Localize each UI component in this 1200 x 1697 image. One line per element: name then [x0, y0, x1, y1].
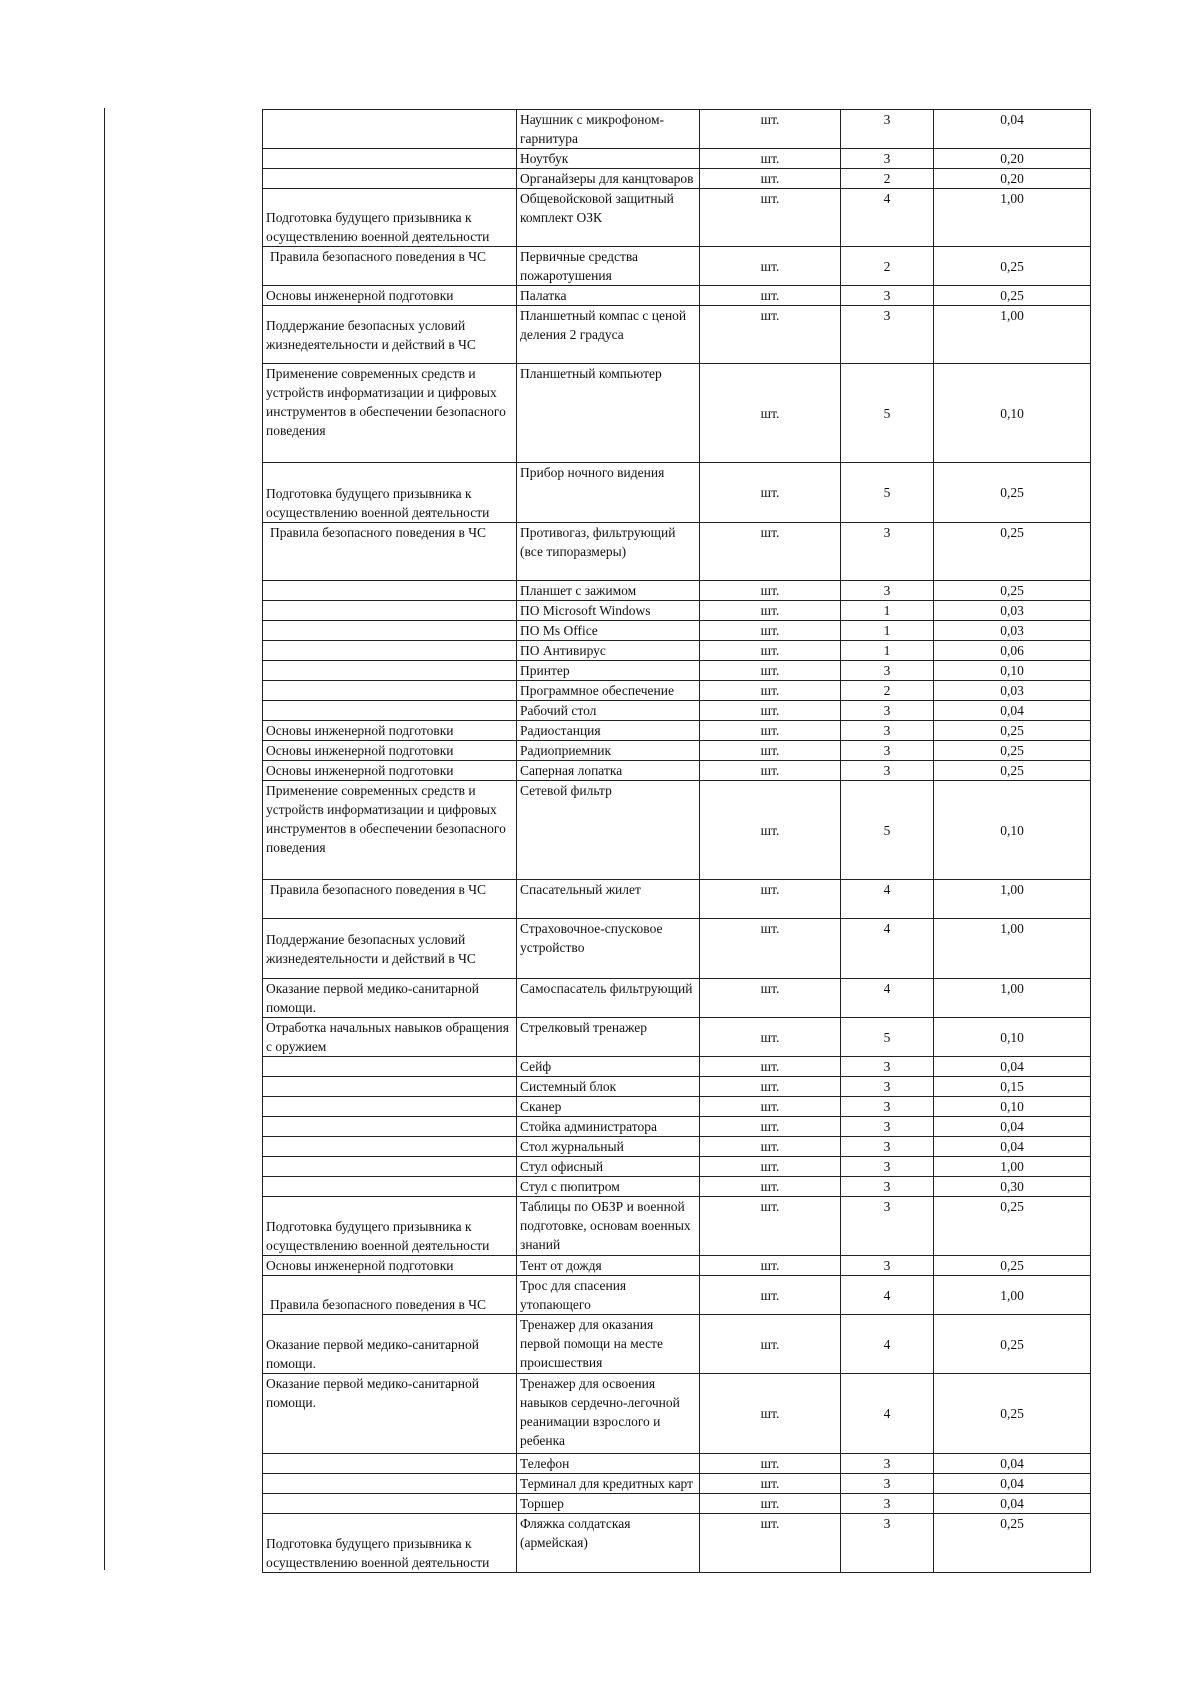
unit-cell: шт.: [700, 979, 841, 1018]
unit-cell: шт.: [700, 169, 841, 189]
table-row: [263, 621, 1091, 641]
left-margin-rule: [104, 108, 105, 1570]
item-cell: ПО Ms Office: [517, 621, 700, 641]
quantity-cell: 3: [841, 741, 934, 761]
table-row: [263, 979, 1091, 1018]
norm-cell: 0,04: [934, 1057, 1091, 1077]
table-row: [263, 781, 1091, 880]
section-cell: Подготовка будущего призывника к осуществлению военной деятельности: [263, 1197, 517, 1256]
section-cell: [263, 641, 517, 661]
table-row: [263, 169, 1091, 189]
item-cell: Рабочий стол: [517, 701, 700, 721]
table-row: [263, 1256, 1091, 1276]
section-cell: [263, 1057, 517, 1077]
quantity-cell: 3: [841, 1097, 934, 1117]
table-row: [263, 1276, 1091, 1315]
quantity-cell: 4: [841, 979, 934, 1018]
item-cell: Тент от дождя: [517, 1256, 700, 1276]
norm-cell: 1,00: [934, 1276, 1091, 1315]
unit-cell: шт.: [700, 1057, 841, 1077]
section-cell: Правила безопасного поведения в ЧС: [263, 880, 517, 919]
unit-cell: шт.: [700, 286, 841, 306]
section-cell: Основы инженерной подготовки: [263, 721, 517, 741]
equipment-table: [262, 109, 1091, 1573]
table-row: [263, 581, 1091, 601]
table-row: [263, 681, 1091, 701]
section-cell: [263, 169, 517, 189]
quantity-cell: 3: [841, 1137, 934, 1157]
section-cell: [263, 661, 517, 681]
table-row: [263, 641, 1091, 661]
norm-cell: 0,04: [934, 1474, 1091, 1494]
norm-cell: 0,25: [934, 1374, 1091, 1454]
unit-cell: шт.: [700, 1454, 841, 1474]
quantity-cell: 3: [841, 701, 934, 721]
section-cell: Основы инженерной подготовки: [263, 761, 517, 781]
section-cell: [263, 581, 517, 601]
item-cell: Радиостанция: [517, 721, 700, 741]
item-cell: Принтер: [517, 661, 700, 681]
section-cell: Поддержание безопасных условий жизнедеятельности и действий в ЧС: [263, 306, 517, 364]
norm-cell: 0,25: [934, 721, 1091, 741]
quantity-cell: 4: [841, 919, 934, 979]
norm-cell: 0,20: [934, 149, 1091, 169]
norm-cell: 0,04: [934, 1494, 1091, 1514]
table-row: [263, 1474, 1091, 1494]
unit-cell: шт.: [700, 641, 841, 661]
section-cell: [263, 1117, 517, 1137]
item-cell: Органайзеры для канцтоваров: [517, 169, 700, 189]
unit-cell: шт.: [700, 761, 841, 781]
item-cell: Тренажер для освоения навыков сердечно-легочной реанимации взрослого и ребенка: [517, 1374, 700, 1454]
item-cell: Программное обеспечение: [517, 681, 700, 701]
section-cell: Подготовка будущего призывника к осуществлению военной деятельности: [263, 463, 517, 523]
norm-cell: 0,25: [934, 247, 1091, 286]
table-row: [263, 701, 1091, 721]
quantity-cell: 3: [841, 1077, 934, 1097]
quantity-cell: 1: [841, 621, 934, 641]
table-row: [263, 286, 1091, 306]
unit-cell: шт.: [700, 1474, 841, 1494]
table-row: [263, 1117, 1091, 1137]
item-cell: Сетевой фильтр: [517, 781, 700, 880]
quantity-cell: 3: [841, 110, 934, 149]
norm-cell: 0,10: [934, 661, 1091, 681]
section-cell: Применение современных средств и устройств информатизации и цифровых инструментов в обеспечении безопасного поведения: [263, 364, 517, 463]
item-cell: ПО Антивирус: [517, 641, 700, 661]
quantity-cell: 3: [841, 1057, 934, 1077]
unit-cell: шт.: [700, 1276, 841, 1315]
table-row: [263, 1197, 1091, 1256]
table-row: [263, 1137, 1091, 1157]
norm-cell: 0,25: [934, 761, 1091, 781]
quantity-cell: 2: [841, 681, 934, 701]
unit-cell: шт.: [700, 1315, 841, 1374]
item-cell: Сканер: [517, 1097, 700, 1117]
table-row: [263, 1454, 1091, 1474]
equipment-table-body: [263, 110, 1091, 1573]
norm-cell: 0,15: [934, 1077, 1091, 1097]
quantity-cell: 3: [841, 761, 934, 781]
section-cell: [263, 621, 517, 641]
norm-cell: 0,25: [934, 523, 1091, 581]
norm-cell: 0,20: [934, 169, 1091, 189]
quantity-cell: 2: [841, 169, 934, 189]
quantity-cell: 3: [841, 306, 934, 364]
unit-cell: шт.: [700, 880, 841, 919]
quantity-cell: 4: [841, 880, 934, 919]
item-cell: ПО Microsoft Windows: [517, 601, 700, 621]
norm-cell: 0,10: [934, 364, 1091, 463]
item-cell: Стол журнальный: [517, 1137, 700, 1157]
unit-cell: шт.: [700, 1137, 841, 1157]
section-cell: [263, 701, 517, 721]
quantity-cell: 5: [841, 1018, 934, 1057]
norm-cell: 0,25: [934, 463, 1091, 523]
quantity-cell: 1: [841, 601, 934, 621]
quantity-cell: 5: [841, 364, 934, 463]
quantity-cell: 3: [841, 581, 934, 601]
item-cell: Саперная лопатка: [517, 761, 700, 781]
section-cell: [263, 1474, 517, 1494]
section-cell: Правила безопасного поведения в ЧС: [263, 523, 517, 581]
section-cell: Правила безопасного поведения в ЧС: [263, 1276, 517, 1315]
table-row: [263, 1494, 1091, 1514]
table-row: [263, 1018, 1091, 1057]
unit-cell: шт.: [700, 463, 841, 523]
section-cell: Правила безопасного поведения в ЧС: [263, 247, 517, 286]
unit-cell: шт.: [700, 1197, 841, 1256]
norm-cell: 0,03: [934, 681, 1091, 701]
item-cell: Стул офисный: [517, 1157, 700, 1177]
item-cell: Терминал для кредитных карт: [517, 1474, 700, 1494]
norm-cell: 1,00: [934, 1157, 1091, 1177]
norm-cell: 0,04: [934, 1137, 1091, 1157]
item-cell: Радиоприемник: [517, 741, 700, 761]
table-row: [263, 880, 1091, 919]
table-row: [263, 149, 1091, 169]
item-cell: Прибор ночного видения: [517, 463, 700, 523]
quantity-cell: 3: [841, 1514, 934, 1573]
item-cell: Страховочное-спусковое устройство: [517, 919, 700, 979]
unit-cell: шт.: [700, 1157, 841, 1177]
quantity-cell: 3: [841, 1197, 934, 1256]
norm-cell: 0,10: [934, 781, 1091, 880]
section-cell: Подготовка будущего призывника к осуществлению военной деятельности: [263, 189, 517, 247]
section-cell: Основы инженерной подготовки: [263, 286, 517, 306]
table-row: [263, 1097, 1091, 1117]
unit-cell: шт.: [700, 1256, 841, 1276]
norm-cell: 0,25: [934, 286, 1091, 306]
section-cell: Применение современных средств и устройств информатизации и цифровых инструментов в обеспечении безопасного поведения: [263, 781, 517, 880]
unit-cell: шт.: [700, 364, 841, 463]
norm-cell: 0,06: [934, 641, 1091, 661]
item-cell: Телефон: [517, 1454, 700, 1474]
norm-cell: 0,10: [934, 1097, 1091, 1117]
table-row: [263, 741, 1091, 761]
unit-cell: шт.: [700, 189, 841, 247]
item-cell: Спасательный жилет: [517, 880, 700, 919]
unit-cell: шт.: [700, 661, 841, 681]
quantity-cell: 3: [841, 1474, 934, 1494]
table-row: [263, 1157, 1091, 1177]
unit-cell: шт.: [700, 247, 841, 286]
table-row: [263, 1077, 1091, 1097]
norm-cell: 0,03: [934, 621, 1091, 641]
section-cell: Поддержание безопасных условий жизнедеятельности и действий в ЧС: [263, 919, 517, 979]
table-row: [263, 1177, 1091, 1197]
unit-cell: шт.: [700, 149, 841, 169]
table-row: [263, 1514, 1091, 1573]
unit-cell: шт.: [700, 1097, 841, 1117]
table-row: [263, 1315, 1091, 1374]
table-row: [263, 364, 1091, 463]
norm-cell: 0,25: [934, 741, 1091, 761]
item-cell: Наушник с микрофоном-гарнитура: [517, 110, 700, 149]
section-cell: [263, 1177, 517, 1197]
quantity-cell: 3: [841, 1117, 934, 1137]
item-cell: Системный блок: [517, 1077, 700, 1097]
norm-cell: 0,30: [934, 1177, 1091, 1197]
table-row: [263, 189, 1091, 247]
quantity-cell: 3: [841, 523, 934, 581]
unit-cell: шт.: [700, 1117, 841, 1137]
item-cell: Тренажер для оказания первой помощи на месте происшествия: [517, 1315, 700, 1374]
section-cell: Основы инженерной подготовки: [263, 1256, 517, 1276]
item-cell: Стул с пюпитром: [517, 1177, 700, 1197]
table-row: [263, 523, 1091, 581]
item-cell: Планшетный компьютер: [517, 364, 700, 463]
quantity-cell: 2: [841, 247, 934, 286]
norm-cell: 1,00: [934, 306, 1091, 364]
table-row: [263, 110, 1091, 149]
norm-cell: 1,00: [934, 919, 1091, 979]
unit-cell: шт.: [700, 681, 841, 701]
table-row: [263, 247, 1091, 286]
norm-cell: 0,25: [934, 1256, 1091, 1276]
quantity-cell: 4: [841, 1276, 934, 1315]
table-row: [263, 601, 1091, 621]
section-cell: Подготовка будущего призывника к осуществлению военной деятельности: [263, 1514, 517, 1573]
quantity-cell: 3: [841, 1157, 934, 1177]
item-cell: Самоспасатель фильтрующий: [517, 979, 700, 1018]
section-cell: Отработка начальных навыков обращения с оружием: [263, 1018, 517, 1057]
quantity-cell: 3: [841, 661, 934, 681]
quantity-cell: 3: [841, 1256, 934, 1276]
item-cell: Общевойсковой защитный комплект ОЗК: [517, 189, 700, 247]
norm-cell: 0,25: [934, 1514, 1091, 1573]
unit-cell: шт.: [700, 1077, 841, 1097]
item-cell: Торшер: [517, 1494, 700, 1514]
section-cell: [263, 1077, 517, 1097]
section-cell: [263, 110, 517, 149]
unit-cell: шт.: [700, 523, 841, 581]
unit-cell: шт.: [700, 781, 841, 880]
norm-cell: 0,03: [934, 601, 1091, 621]
section-cell: Основы инженерной подготовки: [263, 741, 517, 761]
norm-cell: 0,25: [934, 1197, 1091, 1256]
norm-cell: 1,00: [934, 189, 1091, 247]
norm-cell: 0,04: [934, 701, 1091, 721]
norm-cell: 0,25: [934, 1315, 1091, 1374]
quantity-cell: 5: [841, 781, 934, 880]
item-cell: Планшет с зажимом: [517, 581, 700, 601]
quantity-cell: 3: [841, 1454, 934, 1474]
section-cell: [263, 1157, 517, 1177]
item-cell: Планшетный компас с ценой деления 2 градуса: [517, 306, 700, 364]
table-row: [263, 721, 1091, 741]
section-cell: Оказание первой медико-санитарной помощи.: [263, 1315, 517, 1374]
section-cell: [263, 1494, 517, 1514]
unit-cell: шт.: [700, 581, 841, 601]
unit-cell: шт.: [700, 721, 841, 741]
norm-cell: 1,00: [934, 979, 1091, 1018]
quantity-cell: 5: [841, 463, 934, 523]
unit-cell: шт.: [700, 1494, 841, 1514]
section-cell: [263, 1097, 517, 1117]
unit-cell: шт.: [700, 1018, 841, 1057]
quantity-cell: 3: [841, 721, 934, 741]
unit-cell: шт.: [700, 601, 841, 621]
table-row: [263, 1057, 1091, 1077]
norm-cell: 0,10: [934, 1018, 1091, 1057]
quantity-cell: 1: [841, 641, 934, 661]
quantity-cell: 3: [841, 1494, 934, 1514]
quantity-cell: 4: [841, 1374, 934, 1454]
quantity-cell: 4: [841, 189, 934, 247]
unit-cell: шт.: [700, 621, 841, 641]
unit-cell: шт.: [700, 1374, 841, 1454]
item-cell: Таблицы по ОБЗР и военной подготовке, основам военных знаний: [517, 1197, 700, 1256]
item-cell: Ноутбук: [517, 149, 700, 169]
norm-cell: 0,25: [934, 581, 1091, 601]
item-cell: Стойка администратора: [517, 1117, 700, 1137]
item-cell: Первичные средства пожаротушения: [517, 247, 700, 286]
norm-cell: 0,04: [934, 1454, 1091, 1474]
unit-cell: шт.: [700, 1177, 841, 1197]
unit-cell: шт.: [700, 919, 841, 979]
section-cell: [263, 1454, 517, 1474]
unit-cell: шт.: [700, 701, 841, 721]
norm-cell: 1,00: [934, 880, 1091, 919]
item-cell: Сейф: [517, 1057, 700, 1077]
quantity-cell: 3: [841, 1177, 934, 1197]
unit-cell: шт.: [700, 1514, 841, 1573]
table-row: [263, 463, 1091, 523]
section-cell: [263, 1137, 517, 1157]
quantity-cell: 3: [841, 149, 934, 169]
item-cell: Стрелковый тренажер: [517, 1018, 700, 1057]
unit-cell: шт.: [700, 110, 841, 149]
norm-cell: 0,04: [934, 110, 1091, 149]
table-row: [263, 306, 1091, 364]
table-row: [263, 761, 1091, 781]
unit-cell: шт.: [700, 306, 841, 364]
section-cell: Оказание первой медико-санитарной помощи.: [263, 1374, 517, 1454]
unit-cell: шт.: [700, 741, 841, 761]
table-row: [263, 1374, 1091, 1454]
item-cell: Палатка: [517, 286, 700, 306]
item-cell: Противогаз, фильтрующий (все типоразмеры): [517, 523, 700, 581]
item-cell: Фляжка солдатская (армейская): [517, 1514, 700, 1573]
table-row: [263, 661, 1091, 681]
quantity-cell: 4: [841, 1315, 934, 1374]
item-cell: Трос для спасения утопающего: [517, 1276, 700, 1315]
quantity-cell: 3: [841, 286, 934, 306]
section-cell: [263, 681, 517, 701]
norm-cell: 0,04: [934, 1117, 1091, 1137]
section-cell: [263, 601, 517, 621]
table-row: [263, 919, 1091, 979]
section-cell: [263, 149, 517, 169]
section-cell: Оказание первой медико-санитарной помощи.: [263, 979, 517, 1018]
